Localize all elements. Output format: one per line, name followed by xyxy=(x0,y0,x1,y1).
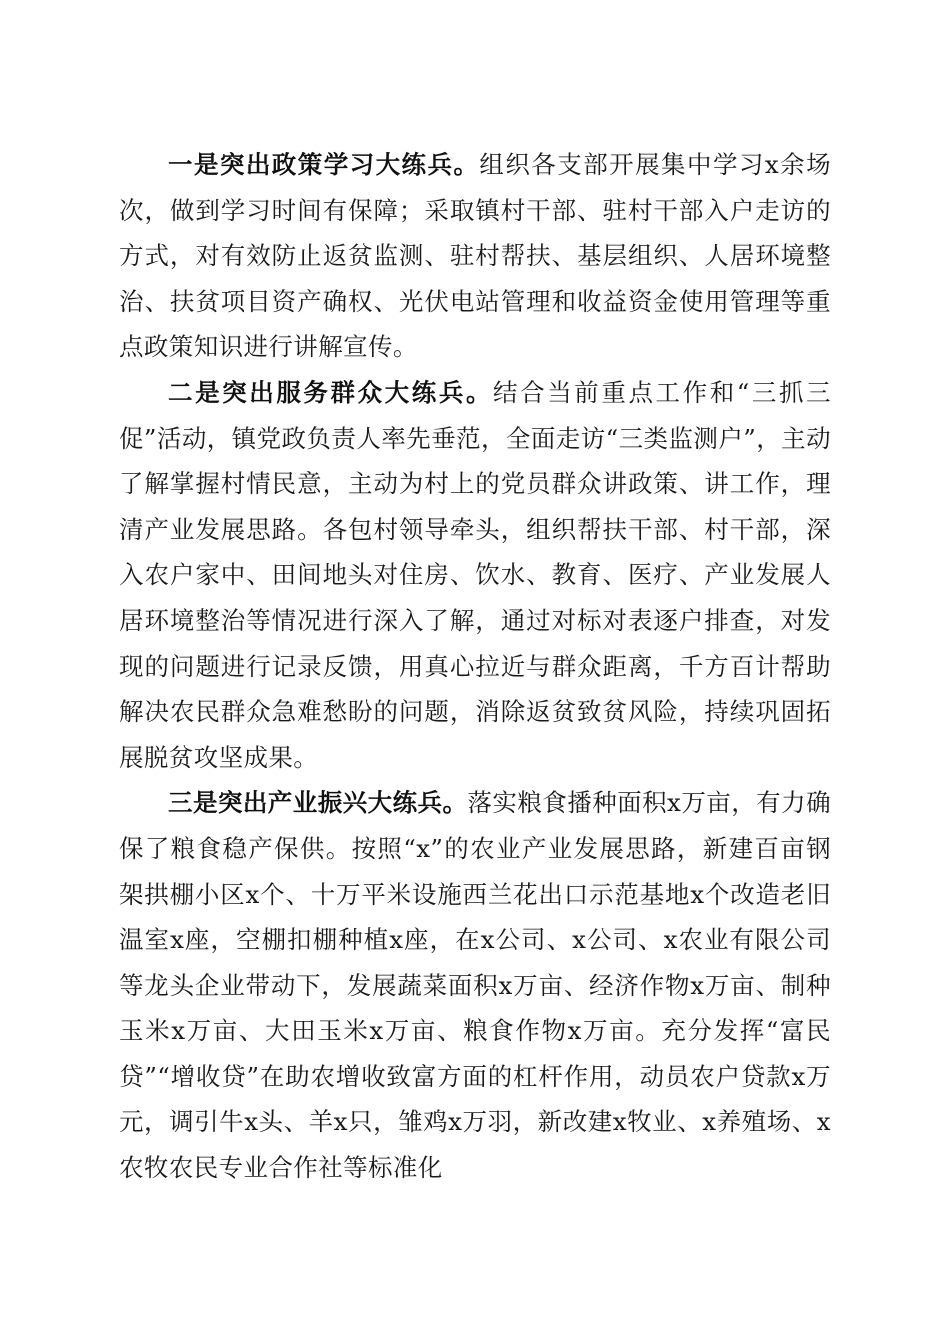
paragraph-heading: 一是突出政策学习大练兵。 xyxy=(168,150,480,179)
paragraph-heading: 三是突出产业振兴大练兵。 xyxy=(168,788,468,818)
document-body xyxy=(119,142,831,1191)
paragraph-text: 结合当前重点工作和“三抓三促”活动，镇党政负责人率先垂范，全面走访“三类监测户”，主动了解掌握村情民意，主动为村上的党员群众讲政策、讲工作，理清产业发展思路。各包村领导牵头，组织帮扶干部、村干部，深入农户家中、田间地头对住房、饮水、教育、医疗、产业发展人居环境整治等情况进行深入了解，通过对标对表逐户排查，对发现的问题进行记录反馈，用真心拉近与群众距离，千方百计帮助解决农民群众急难愁盼的问题，消除返贫致贫风险，持续巩固拓展脱贫攻坚成果。 xyxy=(119,377,831,772)
paragraph-text: 组织各支部开展集中学习x余场次，做到学习时间有保障；采取镇村干部、驻村干部入户走访的方式，对有效防止返贫监测、驻村帮扶、基层组织、人居环境整治、扶贫项目资产确权、光伏电站管理和收益资金使用管理等重点政策知识进行讲解宣传。 xyxy=(119,150,831,362)
paragraph-text: 落实粮食播种面积x万亩，有力确保了粮食稳产保供。按照“x”的农业产业发展思路，新建百亩钢架拱棚小区x个、十万平米设施西兰花出口示范基地x个改造老旧温室x座，空棚扣棚种植x座，在x公司、x公司、x农业有限公司等龙头企业带动下，发展蔬菜面积x万亩、经济作物x万亩、制种玉米x万亩、大田玉米x万亩、粮食作物x万亩。充分发挥“富民贷”“增收贷”在助农增收致富方面的杠杆作用，动员农户贷款x万元，调引牛x头、羊x只，雏鸡x万羽，新改建x牧业、x养殖场、x农牧农民专业合作社等标准化 xyxy=(119,788,831,1183)
paragraph-policy-study xyxy=(119,142,831,370)
paragraph-heading: 二是突出服务群众大练兵。 xyxy=(168,377,494,407)
paragraph-industry-revitalization xyxy=(119,780,831,1190)
paragraph-serve-masses xyxy=(119,370,831,780)
